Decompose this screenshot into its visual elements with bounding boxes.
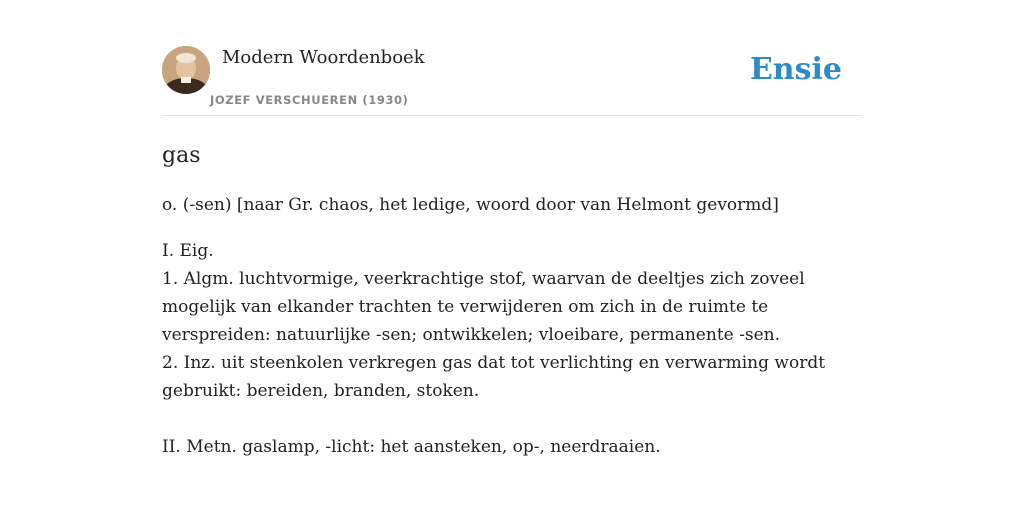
definition-line: 2. Inz. uit steenkolen verkregen gas dat tot verlichting en verwarming wordt gebruikt: bereiden, branden, stoken.	[162, 353, 826, 401]
definition-line: II. Metn. gaslamp, -licht: het aansteken, op-, neerdraaien.	[162, 437, 661, 457]
definition-line: 1. Algm. luchtvormige, veerkrachtige stof, waarvan de deeltjes zich zoveel mogelijk van elkander trachten te verwijderen om zich in de ruimte te verspreiden: natuurlijke -sen; ontwikkelen; vloeibare, permanente -sen.	[162, 269, 805, 345]
author-name[interactable]: JOZEF VERSCHUEREN (1930)	[210, 93, 409, 107]
entry-term: gas	[162, 143, 201, 168]
header	[162, 46, 862, 116]
definition-line: I. Eig.	[162, 241, 214, 261]
entry-content	[162, 141, 862, 461]
entry-definition	[162, 237, 862, 461]
page	[162, 0, 862, 461]
book-title[interactable]: Modern Woordenboek	[222, 47, 425, 68]
entry-etymology: o. (-sen) [naar Gr. chaos, het ledige, woord door van Helmont gevormd]	[162, 195, 779, 215]
spacer	[162, 405, 862, 433]
author-avatar[interactable]	[162, 46, 210, 94]
brand-logo[interactable]: Ensie	[749, 52, 842, 87]
portrait-image	[162, 46, 210, 94]
